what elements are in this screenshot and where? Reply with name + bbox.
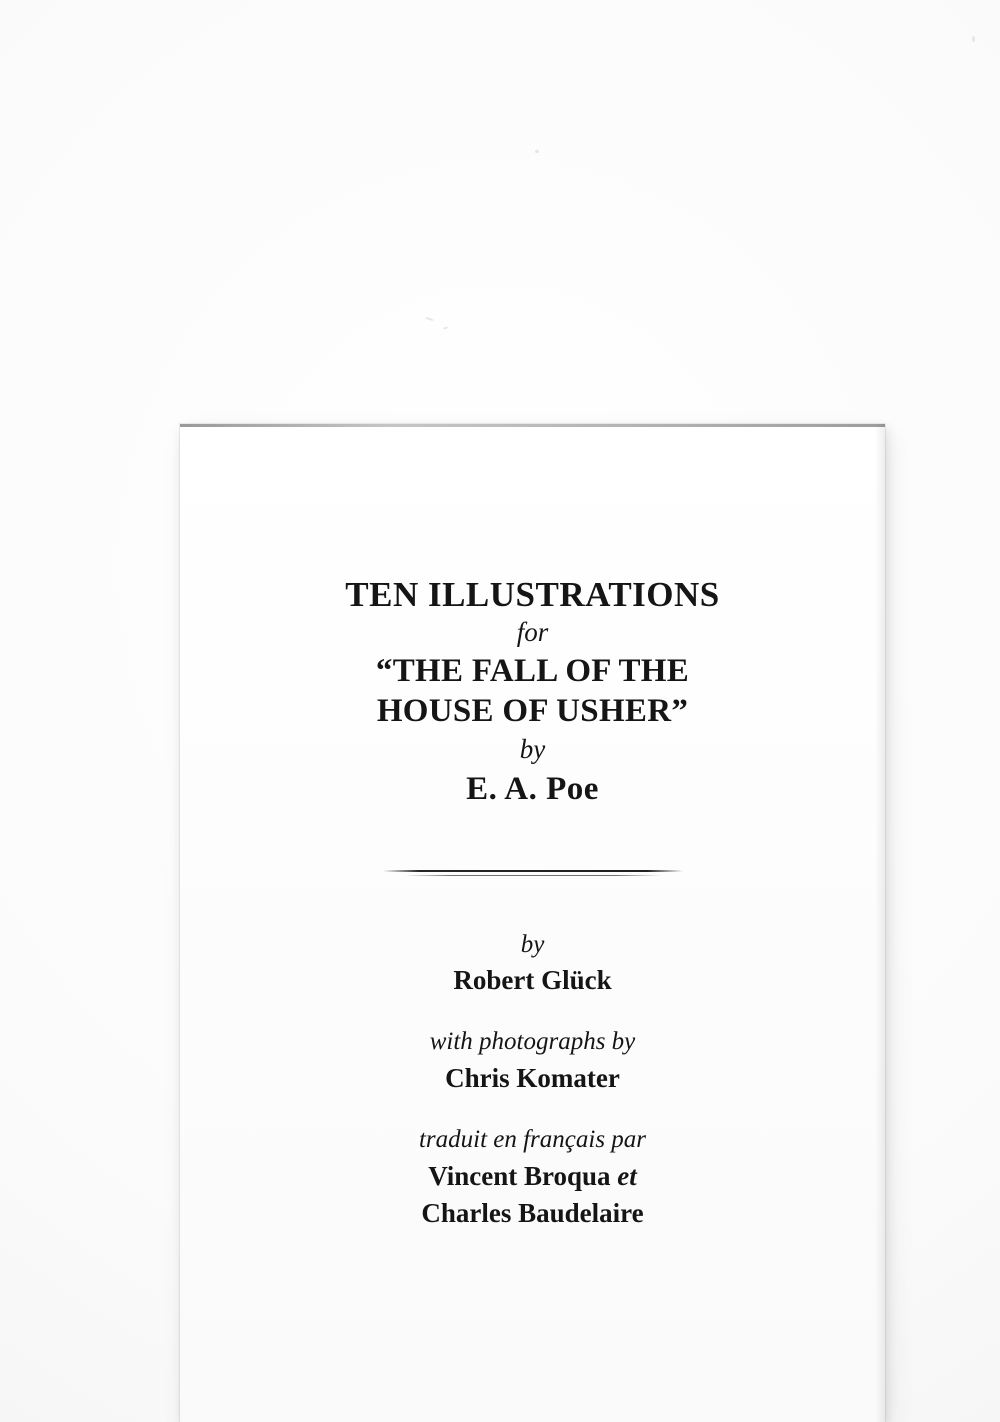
dust-speck xyxy=(972,36,975,42)
title-line-1: TEN ILLUSTRATIONS xyxy=(345,575,720,614)
decorative-rule-icon xyxy=(383,867,683,881)
title-line-3: “THE FALL OF THE xyxy=(375,653,690,690)
title-line-5: by xyxy=(519,734,546,765)
credit-conjunction: et xyxy=(617,1160,637,1191)
credit-prefix: traduit en français par xyxy=(418,1126,647,1154)
credit-translators xyxy=(220,1124,845,1231)
credit-name-line xyxy=(220,1159,845,1194)
dust-speck xyxy=(535,150,539,153)
title-line-4: HOUSE OF USHER” xyxy=(376,693,689,730)
cover-content xyxy=(180,574,885,1259)
title-line-6-author: E. A. Poe xyxy=(466,770,599,807)
book-cover xyxy=(180,424,885,1422)
credit-name: Vincent Broqua xyxy=(428,1160,611,1191)
credit-name: Robert Glück xyxy=(453,965,612,996)
credit-author xyxy=(220,929,845,999)
title-line-2: for xyxy=(516,617,549,648)
credit-photographer xyxy=(220,1026,845,1096)
credit-name: Chris Komater xyxy=(445,1062,620,1093)
dust-speck xyxy=(425,317,434,322)
dust-speck xyxy=(443,326,448,330)
title-block xyxy=(220,574,845,809)
credit-prefix: by xyxy=(520,930,545,958)
credit-name-secondary: Charles Baudelaire xyxy=(421,1197,644,1228)
credit-prefix: with photographs by xyxy=(429,1028,636,1056)
credits-block xyxy=(220,929,845,1231)
